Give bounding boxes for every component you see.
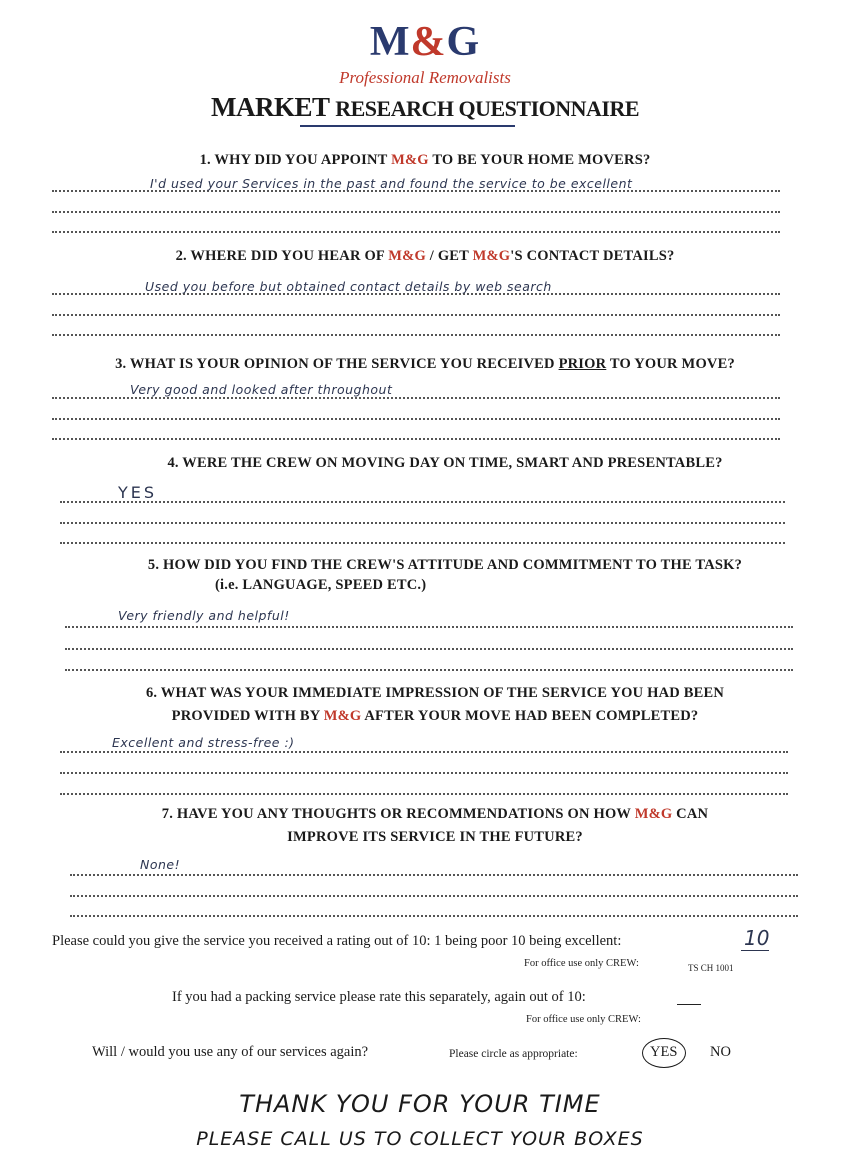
- question-2-text-a: 2. WHERE DID YOU HEAR OF: [175, 248, 389, 264]
- answer-line: [70, 874, 798, 876]
- answer-line: [52, 314, 780, 316]
- question-1-brand: M&G: [391, 152, 429, 168]
- question-6-answer: Excellent and stress-free :): [112, 735, 295, 750]
- question-7-brand: M&G: [634, 806, 673, 822]
- question-7-text-a: 7. HAVE YOU ANY THOUGHTS OR RECOMMENDATIONS ON HOW: [161, 806, 635, 822]
- logo-letter-m: M: [369, 19, 411, 65]
- question-3-prior: PRIOR: [558, 356, 607, 372]
- answer-line: [65, 648, 793, 650]
- reuse-prompt: Will / would you use any of our services again?: [92, 1044, 369, 1060]
- rating-underline: [741, 950, 769, 951]
- question-2: [0, 248, 850, 265]
- rating-office-label: For office use only CREW:: [524, 958, 639, 969]
- answer-line: [52, 231, 780, 233]
- document-title: [0, 92, 850, 123]
- question-3-answer: Very good and looked after throughout: [130, 382, 393, 397]
- footer-collect-boxes: PLEASE CALL US TO COLLECT YOUR BOXES: [196, 1128, 644, 1150]
- rating-prompt: Please could you give the service you received a rating out of 10: 1 being poor 10 being excellent:: [52, 933, 622, 949]
- question-1-answer: I'd used your Services in the past and found the service to be excellent: [150, 176, 633, 191]
- question-6-text-a: 6. WHAT WAS YOUR IMMEDIATE IMPRESSION OF THE SERVICE YOU HAD BEEN: [145, 685, 725, 701]
- answer-line: [52, 211, 780, 213]
- rating-value: 10: [744, 926, 770, 950]
- answer-line: [60, 793, 788, 795]
- question-1: [0, 152, 850, 169]
- company-tagline: Professional Removalists: [339, 68, 511, 87]
- question-6: [0, 685, 850, 702]
- rating-office-code: TS CH 1001: [688, 963, 734, 973]
- question-6-line-2: [0, 708, 850, 725]
- question-7-answer: None!: [140, 857, 181, 872]
- question-4: [0, 455, 850, 472]
- title-part1: MARKET: [210, 92, 336, 122]
- answer-line: [70, 915, 798, 917]
- packing-rating-blank[interactable]: [677, 1004, 701, 1005]
- question-3: [0, 356, 850, 373]
- answer-line: [52, 334, 780, 336]
- question-3-text-b: TO YOUR MOVE?: [606, 356, 735, 372]
- title-part2: RESEARCH QUESTIONNAIRE: [335, 96, 640, 121]
- answer-line: [60, 772, 788, 774]
- footer-thank-you: THANK YOU FOR YOUR TIME: [239, 1090, 601, 1118]
- answer-line: [70, 895, 798, 897]
- packing-prompt: If you had a packing service please rate this separately, again out of 10:: [172, 989, 586, 1005]
- question-2-brand-a: M&G: [388, 248, 426, 264]
- answer-line: [60, 501, 785, 503]
- question-7: [0, 806, 850, 823]
- question-1-text-b: TO BE YOUR HOME MOVERS?: [428, 152, 651, 168]
- title-underline: [300, 125, 515, 127]
- question-7-line-2: [0, 829, 850, 846]
- question-5: [0, 557, 850, 574]
- answer-line: [52, 438, 780, 440]
- logo-letter-g: G: [446, 19, 481, 65]
- packing-office-label: For office use only CREW:: [526, 1014, 641, 1025]
- answer-line: [52, 397, 780, 399]
- question-5-subtext: (i.e. LANGUAGE, SPEED ETC.): [215, 577, 427, 593]
- reuse-hint: Please circle as appropriate:: [449, 1048, 578, 1060]
- question-1-text-a: 1. WHY DID YOU APPOINT: [199, 152, 392, 168]
- question-6-text-b: PROVIDED WITH BY: [171, 708, 324, 724]
- question-6-brand: M&G: [323, 708, 362, 724]
- question-5-text: 5. HOW DID YOU FIND THE CREW'S ATTITUDE AND COMMITMENT TO THE TASK?: [147, 557, 743, 573]
- question-4-answer: YES: [118, 483, 158, 502]
- question-7-text-c: IMPROVE ITS SERVICE IN THE FUTURE?: [287, 829, 583, 845]
- logo-ampersand: &: [410, 19, 447, 65]
- answer-line: [65, 669, 793, 671]
- reuse-yes-option[interactable]: YES: [650, 1044, 678, 1060]
- answer-line: [60, 522, 785, 524]
- question-2-answer: Used you before but obtained contact details by web search: [145, 279, 552, 294]
- question-6-text-c: AFTER YOUR MOVE HAD BEEN COMPLETED?: [361, 708, 699, 724]
- answer-line: [60, 751, 788, 753]
- question-2-brand-b: M&G: [472, 248, 511, 264]
- answer-line: [52, 418, 780, 420]
- question-3-text-a: 3. WHAT IS YOUR OPINION OF THE SERVICE YOU RECEIVED: [115, 356, 559, 372]
- question-4-text: 4. WERE THE CREW ON MOVING DAY ON TIME, SMART AND PRESENTABLE?: [167, 455, 723, 471]
- question-2-text-c: 'S CONTACT DETAILS?: [510, 248, 675, 264]
- question-7-text-b: CAN: [672, 806, 709, 822]
- answer-line: [65, 626, 793, 628]
- company-logo: [0, 18, 850, 66]
- question-2-text-b: / GET: [425, 248, 473, 264]
- question-5-answer: Very friendly and helpful!: [118, 608, 290, 623]
- reuse-no-option[interactable]: NO: [710, 1044, 731, 1060]
- answer-line: [60, 542, 785, 544]
